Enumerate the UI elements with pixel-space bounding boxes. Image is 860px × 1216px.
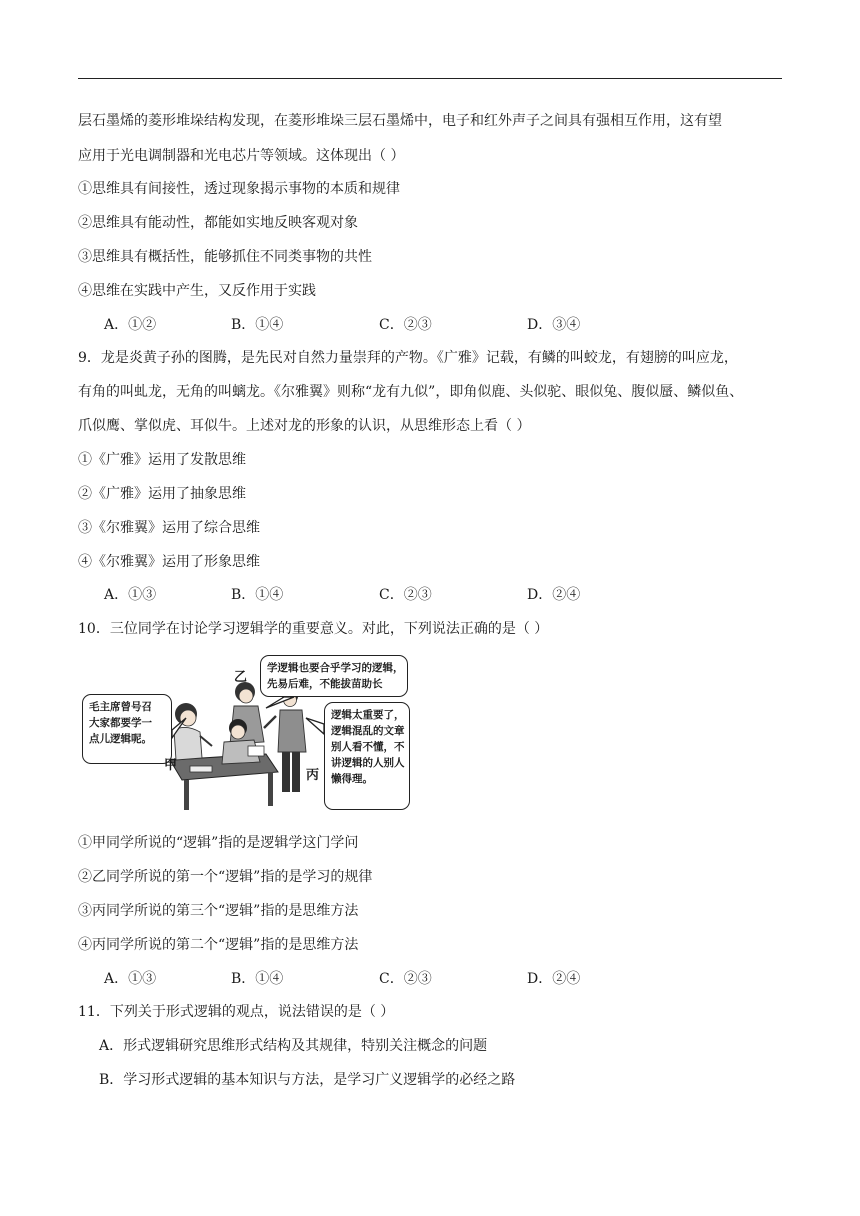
question-10-stem: 10．三位同学在讨论学习逻辑学的重要意义。对此，下列说法正确的是（ ） xyxy=(78,621,549,637)
option-a[interactable]: A．①③ xyxy=(104,971,157,987)
option-c[interactable]: C．②③ xyxy=(379,317,432,333)
statement: ①《广雅》运用了发散思维 xyxy=(78,452,246,468)
question-text-line: 层石墨烯的菱形堆垛结构发现，在菱形堆垛三层石墨烯中，电子和红外声子之间具有强相互作用，这有望 xyxy=(78,113,722,129)
label-bing: 丙 xyxy=(306,768,320,783)
option-d[interactable]: D．③④ xyxy=(527,317,581,333)
statement: ①思维具有间接性，透过现象揭示事物的本质和规律 xyxy=(78,181,400,197)
question-9-stem-line: 9．龙是炎黄子孙的图腾，是先民对自然力量崇拜的产物。《广雅》记载，有鳞的叫蛟龙，有翅膀的叫应龙， xyxy=(78,350,738,366)
bubble-line: 逻辑混乱的文章 xyxy=(331,725,405,737)
bubble-line: 逻辑太重要了， xyxy=(331,709,405,721)
bubble-line: 先易后难，不能拔苗助长 xyxy=(267,678,383,690)
option-d[interactable]: D．②④ xyxy=(527,971,581,987)
statement: ②思维具有能动性，都能如实地反映客观对象 xyxy=(78,215,358,231)
bubble-line: 点儿逻辑呢。 xyxy=(89,733,152,745)
bubble-line: 别人看不懂，不 xyxy=(331,741,405,753)
statement: ①甲同学所说的“逻辑”指的是逻辑学这门学问 xyxy=(78,835,359,851)
statement: ③丙同学所说的第三个“逻辑”指的是思维方法 xyxy=(78,903,359,919)
bubble-line: 大家都要学一 xyxy=(89,717,152,729)
option-c[interactable]: C．②③ xyxy=(379,971,432,987)
header-rule xyxy=(78,78,782,79)
option-a[interactable]: A．①② xyxy=(104,317,157,333)
label-jia: 甲 xyxy=(164,758,178,773)
question-text-line: 应用于光电调制器和光电芯片等领域。这体现出（ ） xyxy=(78,148,405,164)
speech-bubble-bing xyxy=(324,702,410,810)
statement: ②《广雅》运用了抽象思维 xyxy=(78,486,246,502)
discussion-cartoon xyxy=(78,654,412,814)
statement: ③思维具有概括性，能够抓住不同类事物的共性 xyxy=(78,249,372,265)
speech-bubble-jia xyxy=(82,694,172,764)
answer-options xyxy=(104,585,784,605)
speech-bubble-yi xyxy=(260,655,408,697)
bubble-line: 毛主席曾号召 xyxy=(89,701,152,713)
option-c[interactable]: C．②③ xyxy=(379,587,432,603)
option-b[interactable]: B．①④ xyxy=(231,317,284,333)
statement: ④思维在实践中产生，又反作用于实践 xyxy=(78,283,316,299)
bubble-line: 学逻辑也要合乎学习的逻辑， xyxy=(267,662,404,674)
option-d[interactable]: D．②④ xyxy=(527,587,581,603)
label-yi: 乙 xyxy=(234,670,248,685)
question-9-stem-line: 有角的叫虬龙，无角的叫螭龙。《尔雅翼》则称“龙有九似”，即角似鹿、头似驼、眼似兔、腹似蜃、鳞似鱼、 xyxy=(78,384,744,400)
option-b[interactable]: B．①④ xyxy=(231,971,284,987)
option-a[interactable]: A．形式逻辑研究思维形式结构及其规律，特别关注概念的问题 xyxy=(99,1038,488,1054)
answer-options xyxy=(104,969,784,989)
option-b[interactable]: B．学习形式逻辑的基本知识与方法，是学习广义逻辑学的必经之路 xyxy=(99,1072,516,1088)
statement: ④丙同学所说的第二个“逻辑”指的是思维方法 xyxy=(78,937,359,953)
bubble-line: 讲逻辑的人别人 xyxy=(331,757,405,769)
question-9-stem-line: 爪似鹰、掌似虎、耳似牛。上述对龙的形象的认识，从思维形态上看（ ） xyxy=(78,418,531,434)
bubble-line: 懒得理。 xyxy=(331,773,373,785)
statement: ④《尔雅翼》运用了形象思维 xyxy=(78,554,260,570)
statement: ②乙同学所说的第一个“逻辑”指的是学习的规律 xyxy=(78,869,373,885)
answer-options xyxy=(104,315,784,335)
statement: ③《尔雅翼》运用了综合思维 xyxy=(78,520,260,536)
question-11-stem: 11．下列关于形式逻辑的观点，说法错误的是（ ） xyxy=(78,1004,395,1020)
option-a[interactable]: A．①③ xyxy=(104,587,157,603)
option-b[interactable]: B．①④ xyxy=(231,587,284,603)
